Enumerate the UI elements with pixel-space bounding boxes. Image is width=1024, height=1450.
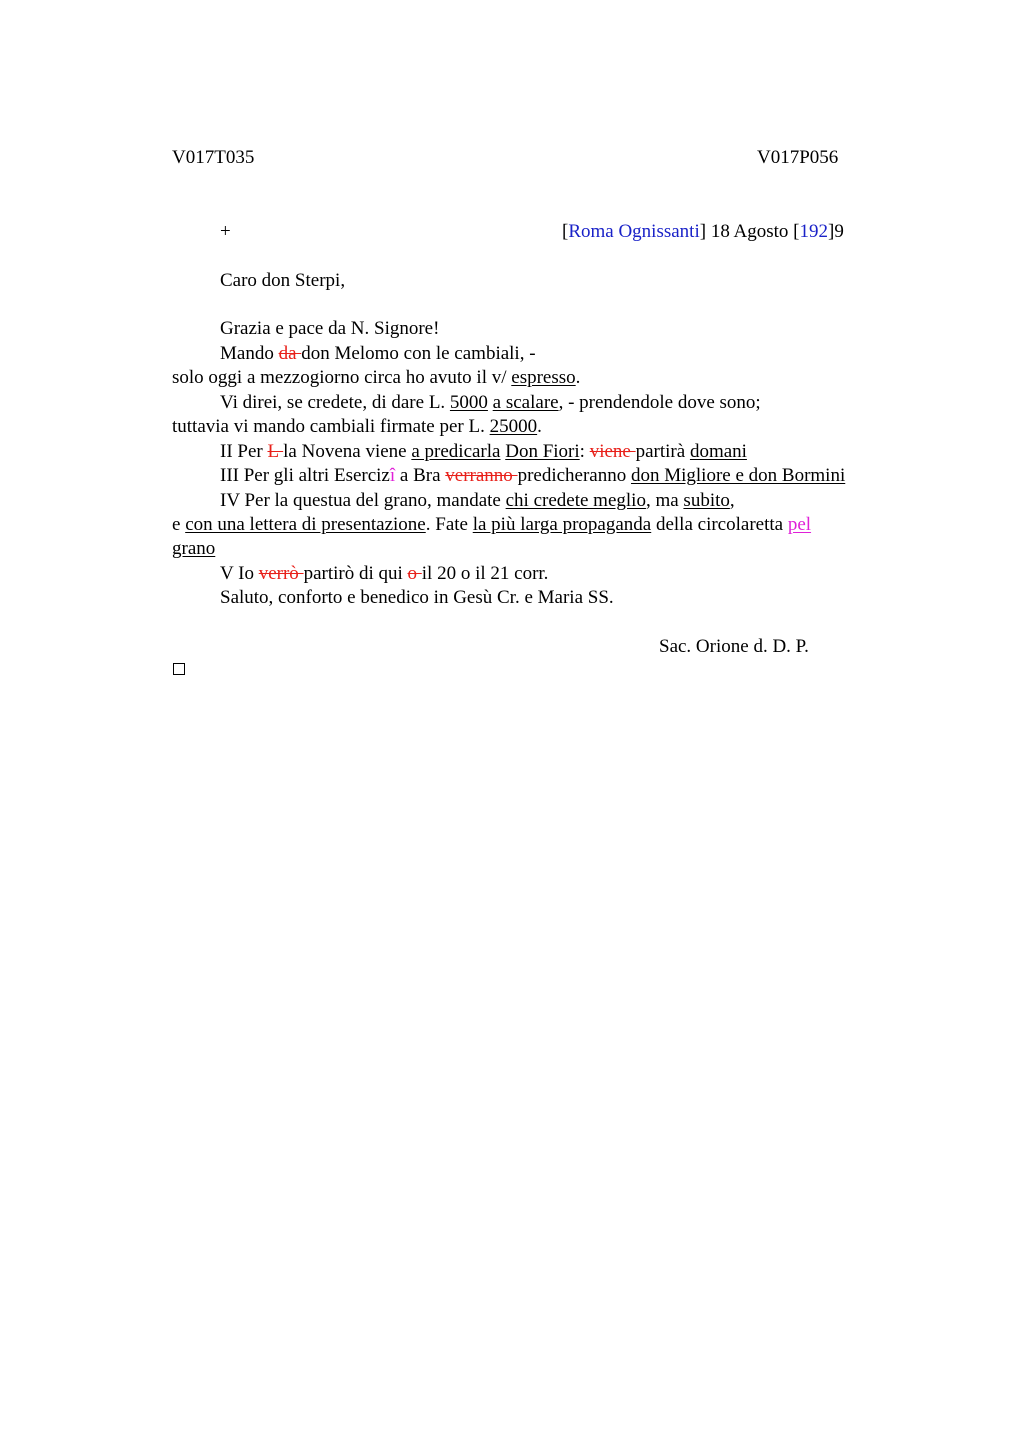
body-line-2 — [172, 366, 580, 390]
underlined-text: a scalare — [492, 392, 559, 413]
cross-mark: + — [220, 221, 231, 242]
underlined-text: chi credete meglio — [505, 490, 646, 511]
text-span: a Bra — [395, 465, 446, 486]
underlined-text: Don Fiori — [505, 441, 580, 462]
underlined-text: grano — [172, 538, 216, 559]
signature: Sac. Orione d. D. P. — [659, 636, 809, 657]
body-line-5 — [220, 440, 747, 464]
text-span: , — [729, 490, 735, 511]
dateline-year-end: ]9 — [828, 221, 844, 242]
text-span: Mando — [220, 343, 279, 364]
inserted-text: pel — [787, 514, 812, 535]
text-span: II Per — [220, 441, 268, 462]
body-line-9 — [172, 537, 215, 561]
text-span: tuttavia vi mando cambiali firmate per L. — [172, 416, 490, 437]
text-span: solo oggi a mezzogiorno circa ho avuto il v/ — [172, 367, 512, 388]
text-span: III Per gli altri Eserciz — [220, 465, 390, 486]
deleted-text: verrò — [258, 563, 304, 584]
inserted-text: î — [389, 465, 396, 486]
dateline-place: Roma Ognissanti — [568, 221, 700, 242]
text-span: . — [537, 416, 542, 437]
text-span: V Io — [220, 563, 259, 584]
dateline-year-part: 192 — [799, 221, 828, 242]
text-span: predicheranno — [517, 465, 631, 486]
underlined-text: domani — [689, 441, 747, 462]
text-span: : — [579, 441, 590, 462]
text-span: partirò di qui — [303, 563, 408, 584]
body-line-3 — [220, 391, 761, 415]
underlined-text: espresso — [511, 367, 576, 388]
underlined-text: don Migliore e don Bormini — [630, 465, 846, 486]
deleted-text: viene — [589, 441, 636, 462]
text-span: IV Per la questua del grano, mandate — [220, 490, 506, 511]
salutation: Caro don Sterpi, — [220, 270, 346, 291]
dateline-date: ] 18 Agosto [ — [699, 221, 800, 242]
archive-code-right: V017P056 — [757, 147, 839, 168]
underlined-text: la più larga propaganda — [472, 514, 652, 535]
text-span: Vi direi, se credete, di dare L. — [220, 392, 450, 413]
deleted-text: verranno — [445, 465, 518, 486]
body-line-11: Saluto, conforto e benedico in Gesù Cr. e Maria SS. — [220, 587, 614, 608]
underlined-text: con una lettera di presentazione — [185, 514, 426, 535]
body-line-4 — [172, 415, 542, 439]
text-span: la Novena viene — [283, 441, 412, 462]
underlined-text: 25000 — [489, 416, 538, 437]
text-span: , - prendendole dove sono; — [558, 392, 761, 413]
underlined-text: subito — [683, 490, 730, 511]
body-line-10 — [220, 562, 548, 586]
underlined-text: 5000 — [449, 392, 488, 413]
body-line-8 — [172, 513, 811, 537]
text-span: don Melomo con le cambiali, - — [301, 343, 536, 364]
text-span: . — [575, 367, 581, 388]
text-span: il 20 o il 21 corr. — [421, 563, 549, 584]
body-line-7 — [220, 489, 735, 513]
archive-code-left: V017T035 — [172, 147, 255, 168]
text-span: e — [172, 514, 186, 535]
dateline-bracket: [ — [562, 221, 569, 242]
deleted-text: o — [407, 563, 422, 584]
end-square-icon — [173, 663, 185, 675]
greeting-line: Grazia e pace da N. Signore! — [220, 318, 440, 339]
deleted-text: L — [267, 441, 284, 462]
text-span: partirà — [635, 441, 690, 462]
body-line-1 — [220, 342, 536, 366]
deleted-text: da — [278, 343, 302, 364]
text-span: della circolaretta — [651, 514, 788, 535]
underlined-text: a predicarla — [411, 441, 501, 462]
dateline — [562, 220, 844, 244]
body-line-6 — [220, 464, 845, 488]
text-span: , ma — [645, 490, 684, 511]
text-span: . Fate — [425, 514, 473, 535]
